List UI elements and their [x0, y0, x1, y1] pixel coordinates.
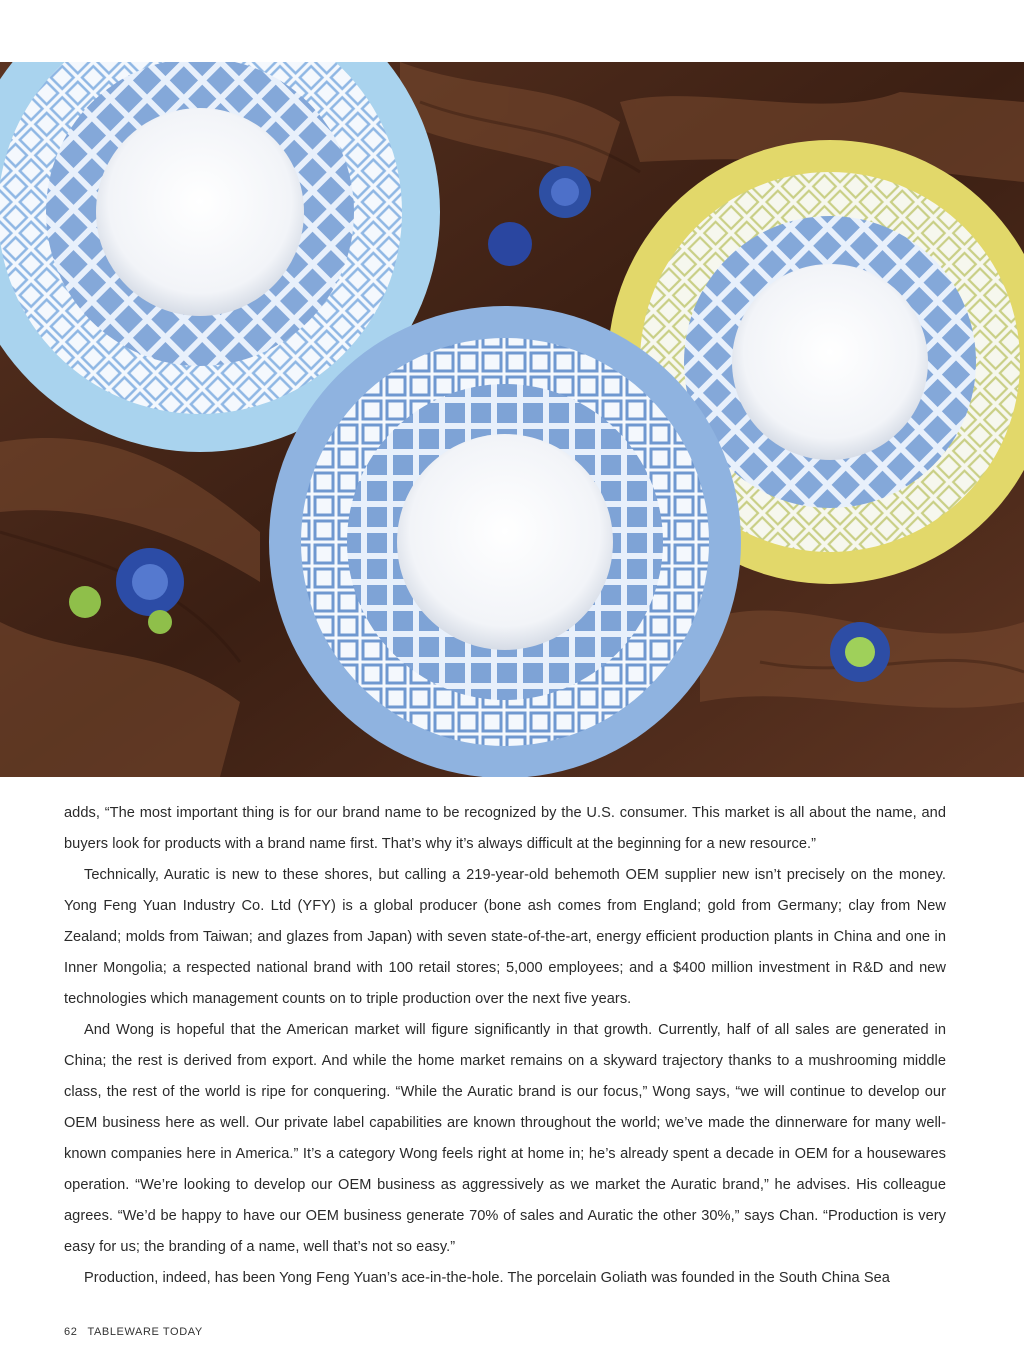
paragraph: adds, “The most important thing is for our brand name to be recognized by the U.S. consumer. This market is all about the name, and buyers look for products with a brand name first. That’s why it’s always difficult at the beginning for a new resource.” — [64, 805, 946, 852]
paragraph: And Wong is hopeful that the American market will figure significantly in that growth. Currently, half of all sales are generated in China; the rest is derived from export. And while the home market remains on a skyward trajectory thanks to a mushrooming middle class, the rest of the world is ripe for conquering. “While the Auratic brand is our focus,” Wong says, “we will continue to develop our OEM business here as well. Our private label capabilities are known throughout the world; we’ve made the dinnerware for many well-known companies here in America.” It’s a category Wong feels right at home in; he’s already spent a decade in OEM for a housewares operation. “We’re looking to develop our OEM business as aggressively as we market the Auratic brand,” he advises. His colleague agrees. “We’d be happy to have our OEM business generate 70% of sales and Auratic the other 30%,” says Chan. “Production is very easy for us; the branding of a name, well that’s not so easy.” — [64, 1022, 946, 1255]
publication-name: TABLEWARE TODAY — [87, 1326, 203, 1338]
page-number: 62 — [64, 1326, 78, 1338]
page-footer — [64, 1326, 213, 1338]
periwinkle-plate-stack — [269, 306, 741, 777]
tableware-photo — [0, 62, 1024, 777]
paragraph: Production, indeed, has been Yong Feng Yuan’s ace-in-the-hole. The porcelain Goliath was founded in the South China Sea — [84, 1270, 890, 1286]
paragraph: Technically, Auratic is new to these shores, but calling a 219-year-old behemoth OEM supplier new isn’t precisely on the money. Yong Feng Yuan Industry Co. Ltd (YFY) is a global producer (bone ash comes from England; gold from Germany; clay from New Zealand; molds from Taiwan; and glazes from Japan) with seven state-of-the-art, energy efficient production plants in China and one in Inner Mongolia; a respected national brand with 100 retail stores; 5,000 employees; and a $400 million investment in R&D and new technologies which management counts on to triple production over the next five years. — [64, 867, 946, 1007]
article-body — [64, 798, 946, 1294]
